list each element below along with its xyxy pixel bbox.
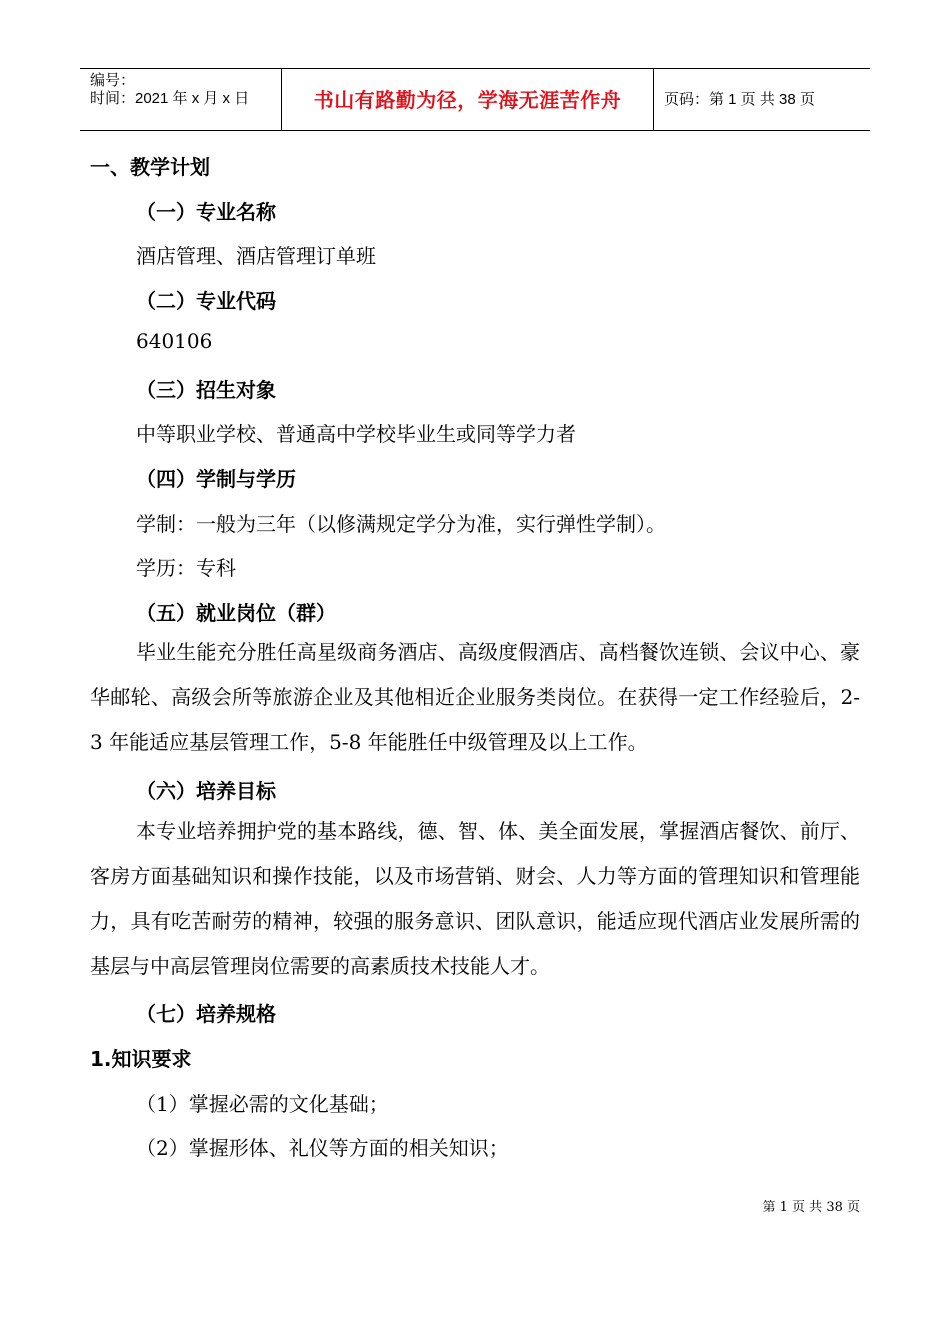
heading-knowledge: 1.知识要求 — [90, 1047, 192, 1071]
paragraph-jobs: 毕业生能充分胜任高星级商务酒店、高级度假酒店、高档餐饮连锁、会议中心、豪华邮轮、高级会所等旅游企业及其他相近企业服务类岗位。在获得一定工作经验后，2-3 年能适应基层管理工作，5-8 年能胜任中级管理及以上工作。 — [90, 640, 860, 754]
header-info-cell — [80, 69, 282, 130]
document-time-label: 时间：2021 年 x 月 x 日 — [90, 90, 250, 107]
knowledge-item-2: （2）掌握形体、礼仪等方面的相关知识； — [136, 1136, 509, 1160]
header-motto: 书山有路勤为径，学海无涯苦作舟 — [313, 88, 622, 112]
text-enrollment: 中等职业学校、普通高中学校毕业生或同等学力者 — [136, 422, 576, 446]
text-duration: 学制：一般为三年（以修满规定学分为准，实行弹性学制）。 — [136, 512, 666, 536]
page-header — [80, 68, 870, 131]
document-number-label: 编号： — [90, 72, 136, 89]
header-motto-cell — [282, 69, 654, 130]
heading-objectives: （六）培养目标 — [136, 779, 276, 803]
text-major-name: 酒店管理、酒店管理订单班 — [136, 244, 376, 268]
header-page-number: 页码：第 1 页 共 38 页 — [664, 91, 815, 108]
heading-jobs: （五）就业岗位（群） — [136, 601, 336, 625]
heading-duration: （四）学制与学历 — [136, 467, 296, 491]
section-title: 一、教学计划 — [90, 155, 210, 179]
heading-enrollment: （三）招生对象 — [136, 378, 276, 402]
heading-specifications: （七）培养规格 — [136, 1002, 276, 1026]
heading-major-code: （二）专业代码 — [136, 289, 276, 313]
text-major-code: 640106 — [136, 329, 213, 353]
knowledge-item-1: （1）掌握必需的文化基础； — [136, 1092, 389, 1116]
heading-major-name: （一）专业名称 — [136, 200, 276, 224]
paragraph-objectives: 本专业培养拥护党的基本路线，德、智、体、美全面发展，掌握酒店餐饮、前厅、客房方面基础知识和操作技能，以及市场营销、财会、人力等方面的管理知识和管理能力，具有吃苦耐劳的精神，较强的服务意识、团队意识，能适应现代酒店业发展所需的基层与中高层管理岗位需要的高素质技术技能人才。 — [90, 819, 860, 978]
header-page-cell — [654, 69, 870, 130]
page-footer: 第 1 页 共 38 页 — [762, 1200, 860, 1215]
text-degree: 学历：专科 — [136, 556, 236, 580]
